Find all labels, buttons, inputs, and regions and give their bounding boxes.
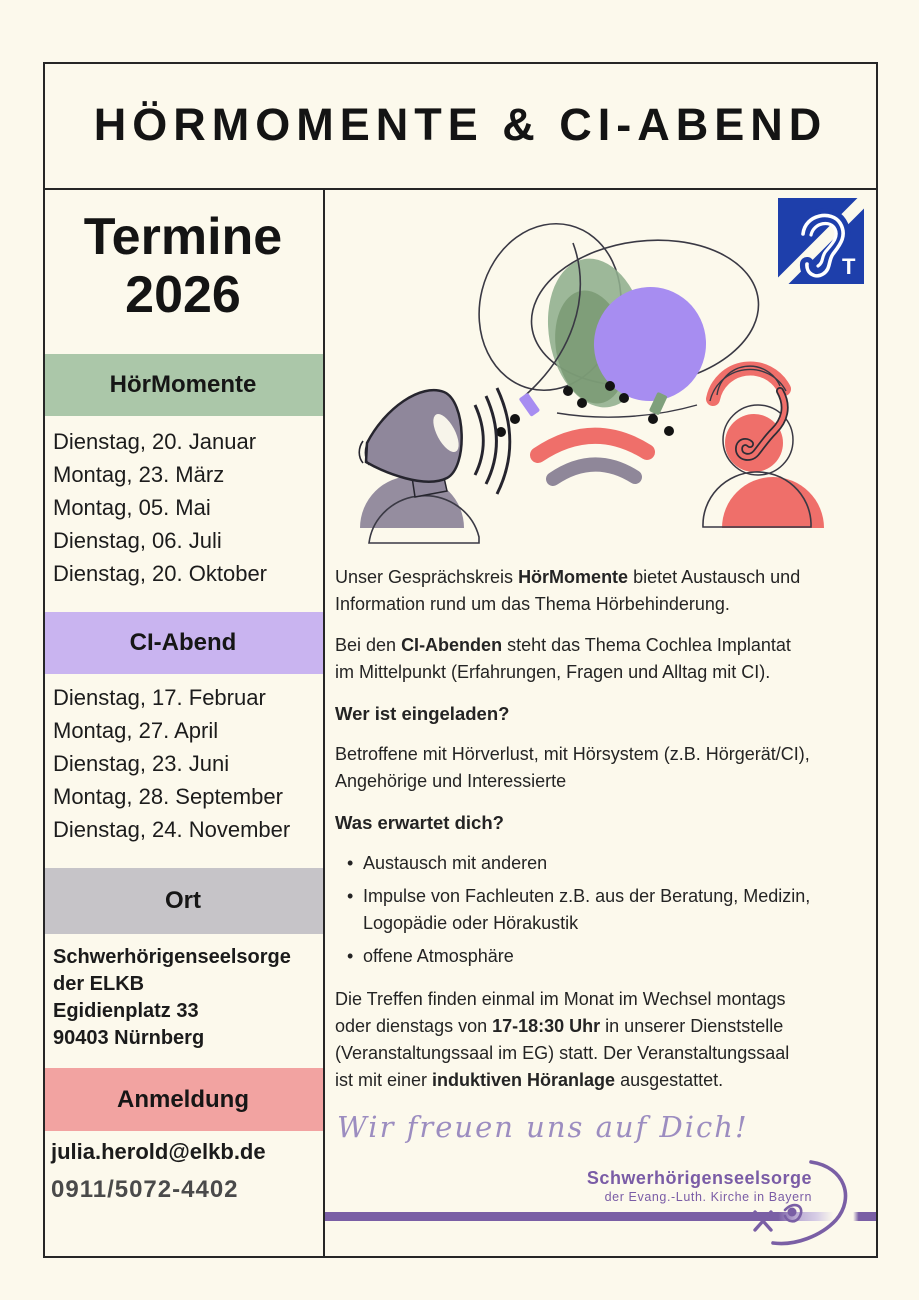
schedule-heading-line1: Termine: [83, 208, 283, 266]
address-line: 90403 Nürnberg: [53, 1027, 205, 1049]
section-label: HörMomente: [109, 371, 257, 398]
logo-name: Schwerhörigenseelsorge: [586, 1168, 812, 1188]
section-banner-ci-abend: [43, 612, 323, 674]
text-run: Information rund um das Thema Hörbehinderung.: [335, 594, 730, 614]
text-run-bold: induktiven Höranlage: [432, 1070, 616, 1090]
text-run: Bei den: [335, 635, 402, 655]
hoermomente-dates: [53, 425, 267, 590]
date-item: Montag, 27. April: [53, 718, 219, 743]
address-line: Egidienplatz 33: [53, 1000, 199, 1022]
listener-figure: [703, 366, 824, 528]
red-arc: [538, 436, 647, 455]
paragraph-who-invited: [335, 741, 875, 795]
list-item: • offene Atmosphäre: [347, 943, 875, 970]
text-run: Logopädie oder Hörakustik: [363, 913, 579, 933]
text-run: oder dienstags von: [335, 1016, 493, 1036]
text-run: (Veranstaltungssaal im EG) statt. Der Veranstaltungssaal: [335, 1043, 790, 1063]
page-title: HÖRMOMENTE & CI-ABEND: [93, 99, 828, 150]
text-run: Angehörige und Interessierte: [335, 771, 567, 791]
schedule-heading-line2: 2026: [125, 266, 241, 324]
text-run: Unser Gesprächskreis: [335, 567, 519, 587]
contact-phone: 0911/5072-4402: [51, 1176, 239, 1203]
date-item: Montag, 05. Mai: [53, 495, 211, 520]
megaphone-figure: [359, 388, 510, 543]
text-run: bietet Austausch und: [628, 567, 801, 587]
date-item: Dienstag, 23. Juni: [53, 751, 230, 776]
text-run: ausgestattet.: [615, 1070, 724, 1090]
section-label: Ort: [165, 887, 201, 914]
section-label: Anmeldung: [117, 1085, 249, 1113]
text-run: Die Treffen finden einmal im Monat im Wechsel montags: [335, 989, 786, 1009]
date-item: Dienstag, 20. Januar: [53, 429, 257, 454]
gray-arc: [553, 464, 635, 479]
text-run: in unserer Dienststelle: [600, 1016, 784, 1036]
text-run-bold: CI-Abenden: [401, 635, 503, 655]
section-banner-ort: [43, 868, 323, 934]
section-banner-anmeldung: [43, 1068, 323, 1131]
info-text: [335, 564, 875, 1108]
date-item: Dienstag, 20. Oktober: [53, 561, 268, 586]
date-item: Dienstag, 06. Juli: [53, 528, 222, 553]
text-run: im Mittelpunkt (Erfahrungen, Fragen und Alltag mit CI).: [335, 662, 771, 682]
date-item: Dienstag, 24. November: [53, 817, 291, 842]
date-item: Montag, 23. März: [53, 462, 225, 487]
text-run: Impulse von Fachleuten z.B. aus der Beratung, Medizin,: [363, 886, 811, 906]
title-divider: [43, 188, 878, 190]
contact-email: julia.herold@elkb.de: [51, 1139, 266, 1164]
address-line: der ELKB: [53, 973, 145, 995]
text-run-bold: HörMomente: [518, 567, 629, 587]
text-run-bold: 17-18:30 Uhr: [492, 1016, 601, 1036]
title-bar: [43, 62, 878, 188]
logo-subtitle: der Evang.-Luth. Kirche in Bayern: [604, 1190, 812, 1204]
paragraph-hoermomente: [335, 564, 875, 618]
section-banner-hoermomente: [43, 354, 323, 416]
section-label: CI-Abend: [129, 629, 237, 656]
column-divider: [323, 188, 325, 1258]
closing-script-text: Wir freuen uns auf Dich!: [337, 1110, 749, 1144]
heading-who-invited: Wer ist eingeladen?: [335, 703, 510, 724]
expectation-list: [335, 850, 875, 970]
heading-what-expect: Was erwartet dich?: [335, 812, 504, 833]
address-line: Schwerhörigenseelsorge: [53, 946, 291, 968]
schedule-heading: [43, 208, 323, 324]
paragraph-ci-abend: [335, 632, 875, 686]
info-column: [325, 188, 878, 1258]
ci-abend-dates: [53, 681, 290, 846]
date-item: Dienstag, 17. Februar: [53, 685, 266, 710]
text-run: ist mit einer: [335, 1070, 433, 1090]
text-run: steht das Thema Cochlea Implantat: [502, 635, 791, 655]
communication-illustration: [325, 205, 879, 553]
date-item: Montag, 28. September: [53, 784, 283, 809]
text-run: Betroffene mit Hörverlust, mit Hörsystem (z.B. Hörgerät/CI),: [335, 744, 810, 764]
sketch-curve2: [557, 405, 697, 417]
address-block: [53, 944, 291, 1052]
schedule-column: [43, 188, 323, 1258]
paragraph-meeting-info: [335, 986, 875, 1094]
loop-t-letter: T: [842, 254, 856, 279]
list-item: [347, 883, 875, 937]
list-item: • Austausch mit anderen: [347, 850, 875, 877]
purple-confetti: [519, 393, 541, 417]
organization-logo: [587, 1168, 812, 1204]
